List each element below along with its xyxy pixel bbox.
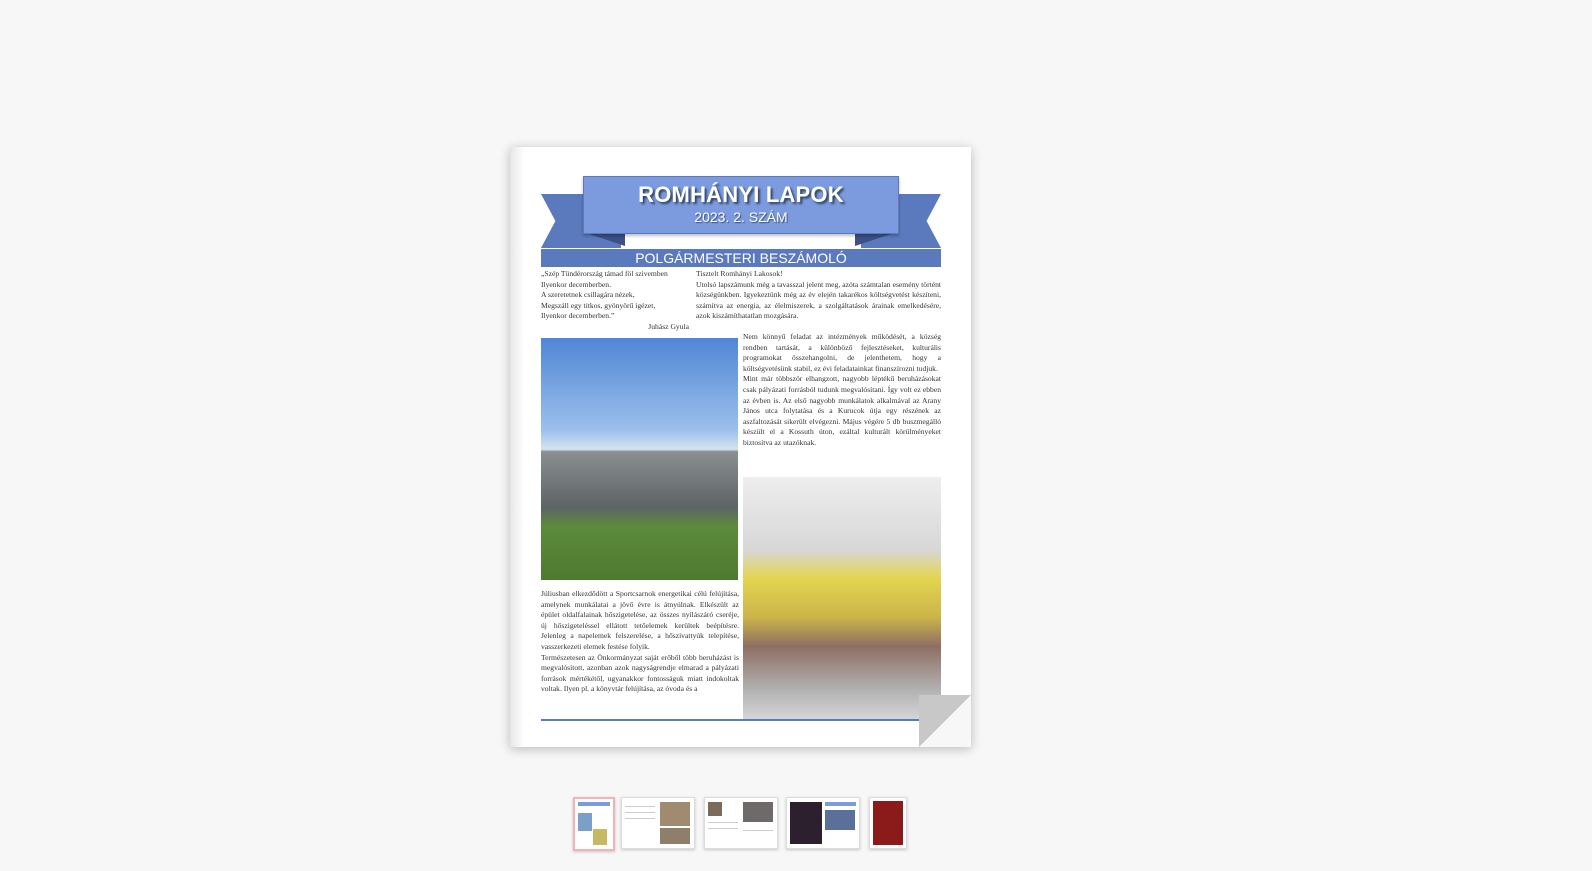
mini-photo xyxy=(660,802,690,826)
masthead-issue: 2023. 2. SZÁM xyxy=(694,209,788,225)
mini-text xyxy=(625,812,655,813)
mini-photo xyxy=(578,813,592,831)
masthead-title: ROMHÁNYI LAPOK xyxy=(638,182,844,207)
article-paragraph: Mint már többször elhangzott, nagyobb léptékű beruházásokat csak pályázati forrásból tudunk megvalósítani. Így volt ez ebben az évben is. Az első nagyobb munkálatok alkalmával az Arany János utca folytatása és a Kurucok útja egy részének az aszfaltozását sikerült elvégezni. Május végére 5 db buszmegálló készült el a Kossuth úton, ezáltal kulturált körülményeket biztosítva az utazóknak. xyxy=(743,374,941,447)
sports-hall-photo xyxy=(541,338,738,580)
article-bottom xyxy=(541,589,739,713)
section-title: POLGÁRMESTERI BESZÁMOLÓ xyxy=(541,249,941,267)
thumbnail-pages-2-3[interactable] xyxy=(621,797,695,849)
poem xyxy=(541,269,689,333)
masthead-ribbon xyxy=(541,176,941,248)
mini-text xyxy=(625,806,655,807)
article-paragraph: Természetesen az Önkormányzat saját erőből több beruházást is megvalósított, azonban azok nagyságrendje elmarad a pályázati források mértékétől, ugyanakkor fontosságuk miatt indokoltak voltak. Ilyen pl. a könyvtár felújítása, az óvoda és a xyxy=(541,652,739,694)
mini-photo xyxy=(708,802,722,816)
thumbnail-pages-6-7[interactable] xyxy=(786,797,860,849)
poem-line: A szeretetnek csillagára nézek, xyxy=(541,290,635,300)
mini-text xyxy=(625,818,655,819)
article-intro xyxy=(696,269,941,322)
mini-text xyxy=(708,822,738,823)
footer-rule xyxy=(541,719,941,721)
poem-line: Ilyenkor decemberben.” xyxy=(541,311,615,321)
article-paragraph: Nem könnyű feladat az intézmények működését, a község rendben tartását, a különböző fejlesztéseket, kulturális programokat összehangolni, de jelenthetem, hogy a költségvetésünk stabil, ez évi feladatainkat finanszírozni tudjuk. xyxy=(743,332,941,373)
mini-cover xyxy=(873,801,903,845)
thumbnail-page-8[interactable] xyxy=(869,797,907,849)
poem-author: Juhász Gyula xyxy=(648,321,689,331)
poem-line: Megszáll egy titkos, gyönyörű igézet, xyxy=(541,300,656,310)
article-middle xyxy=(743,332,941,449)
masthead-banner xyxy=(583,176,899,234)
mini-masthead xyxy=(578,802,610,806)
mini-photo xyxy=(743,802,773,822)
mini-photo xyxy=(593,829,607,845)
poem-line: „Szép Tündérország támad föl szivemben xyxy=(541,269,668,278)
mini-masthead xyxy=(825,802,856,806)
article-greeting: Tisztelt Romhányi Lakosok! xyxy=(696,269,783,278)
thumbnail-page-1[interactable] xyxy=(573,797,615,851)
dance-event-photo xyxy=(743,477,941,719)
article-paragraph: Júliusban elkezdődött a Sportcsarnok energetikai célú felújítása, amelynek munkálatai a jövő évre is átnyúlnak. Elkészült az épület oldalfalainak hőszigetelése, az összes nyílászáró cseréje, új hőszigeteléssel ellátott tetőelemek kerültek beépítésre. Jelenleg a napelemek felszerelése, a hőszivattyúk telepítése, vasszerkezeti elemek festése folyik. xyxy=(541,589,739,651)
thumbnail-pages-4-5[interactable] xyxy=(704,797,778,849)
mini-photo xyxy=(825,810,855,830)
mini-photo xyxy=(660,828,690,844)
mini-photo xyxy=(790,802,822,844)
mini-text xyxy=(708,828,738,829)
article-paragraph: Utolsó lapszámunk még a tavasszal jelent meg, azóta számtalan esemény történt községünkben. Igyekeztünk még az év elején takarékos költségvetést készíteni, számítva az energia, az élelmiszerek, a szolgáltatások árainak emelkedésére, azok kiszámíthatatlan mozgására. xyxy=(696,279,941,321)
poem-line: Ilyenkor decemberben. xyxy=(541,279,611,289)
mini-text xyxy=(743,830,773,831)
magazine-page[interactable] xyxy=(510,147,971,747)
